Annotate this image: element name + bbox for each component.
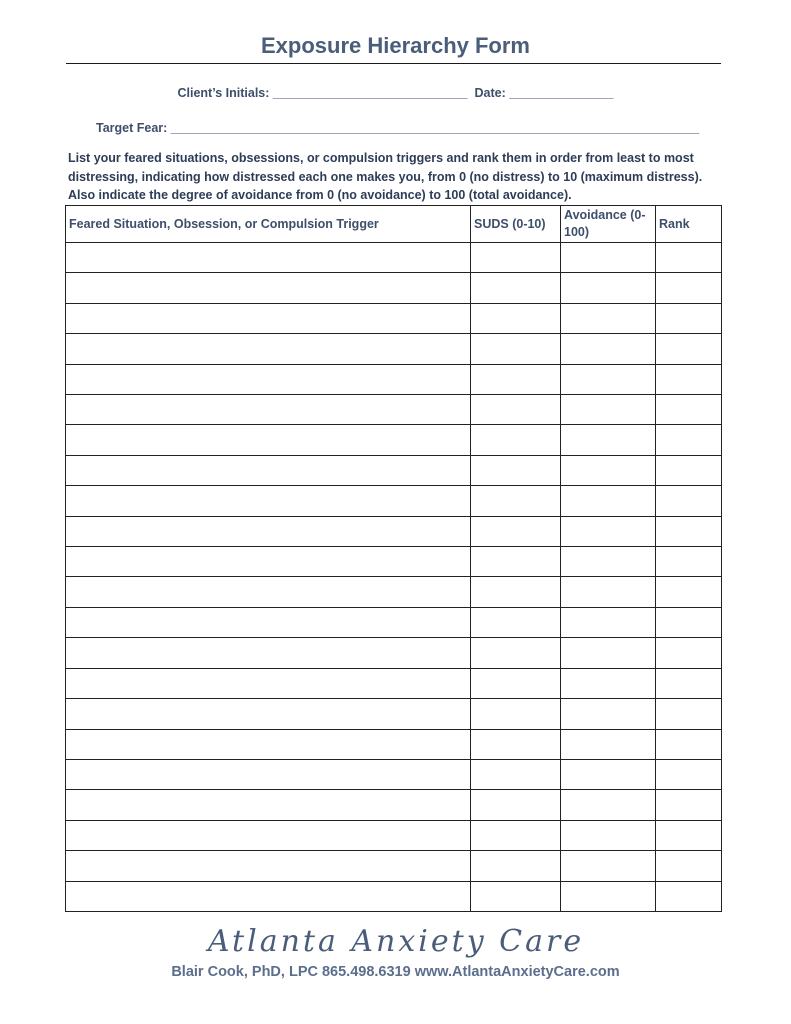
trigger-cell[interactable] — [66, 668, 471, 698]
trigger-cell[interactable] — [66, 455, 471, 485]
trigger-cell[interactable] — [66, 851, 471, 881]
suds-cell[interactable] — [471, 638, 561, 668]
table-row — [66, 638, 722, 668]
rank-cell[interactable] — [656, 273, 722, 303]
client-initials-date-field[interactable]: Client’s Initials: ____________________________ Date: _______________ — [177, 86, 614, 100]
rank-cell[interactable] — [656, 759, 722, 789]
rank-cell[interactable] — [656, 638, 722, 668]
column-header-avoidance: Avoidance (0-100) — [561, 206, 656, 243]
table-row — [66, 820, 722, 850]
rank-cell[interactable] — [656, 303, 722, 333]
trigger-cell[interactable] — [66, 729, 471, 759]
avoidance-cell[interactable] — [561, 243, 656, 273]
rank-cell[interactable] — [656, 851, 722, 881]
table-row — [66, 273, 722, 303]
column-header-rank: Rank — [656, 206, 722, 243]
suds-cell[interactable] — [471, 881, 561, 911]
trigger-cell[interactable] — [66, 364, 471, 394]
avoidance-cell[interactable] — [561, 486, 656, 516]
table-header-row — [66, 206, 722, 243]
instructions-text: List your feared situations, obsessions, or compulsion triggers and rank them in order from least to most distressing, indicating how distressed each one makes you, from 0 (no distress) to 10 (maximum distress). Also indicate the degree of avoidance from 0 (no avoidance) to 100 (total avoidance). — [68, 151, 703, 202]
trigger-cell[interactable] — [66, 607, 471, 637]
suds-cell[interactable] — [471, 516, 561, 546]
suds-cell[interactable] — [471, 851, 561, 881]
rank-cell[interactable] — [656, 516, 722, 546]
table-row — [66, 486, 722, 516]
rank-cell[interactable] — [656, 577, 722, 607]
column-header-trigger: Feared Situation, Obsession, or Compulsion Trigger — [66, 206, 471, 243]
suds-cell[interactable] — [471, 243, 561, 273]
avoidance-cell[interactable] — [561, 820, 656, 850]
table-row — [66, 516, 722, 546]
table-row — [66, 851, 722, 881]
suds-cell[interactable] — [471, 547, 561, 577]
table-row — [66, 577, 722, 607]
suds-cell[interactable] — [471, 334, 561, 364]
table-row — [66, 668, 722, 698]
trigger-cell[interactable] — [66, 425, 471, 455]
atlanta-anxiety-care-logo — [0, 915, 791, 970]
footer-contact: Blair Cook, PhD, LPC 865.498.6319 www.AtlantaAnxietyCare.com — [171, 964, 620, 980]
avoidance-cell[interactable] — [561, 516, 656, 546]
suds-cell[interactable] — [471, 395, 561, 425]
target-fear-field[interactable]: Target Fear: ____________________________________________________________________________ — [96, 121, 700, 135]
trigger-cell[interactable] — [66, 395, 471, 425]
trigger-cell[interactable] — [66, 759, 471, 789]
suds-cell[interactable] — [471, 699, 561, 729]
rank-cell[interactable] — [656, 729, 722, 759]
hierarchy-table — [65, 205, 722, 912]
table-row — [66, 364, 722, 394]
table-row — [66, 243, 722, 273]
rank-cell[interactable] — [656, 243, 722, 273]
avoidance-cell[interactable] — [561, 790, 656, 820]
suds-cell[interactable] — [471, 759, 561, 789]
suds-cell[interactable] — [471, 273, 561, 303]
avoidance-cell[interactable] — [561, 455, 656, 485]
avoidance-cell[interactable] — [561, 334, 656, 364]
trigger-cell[interactable] — [66, 577, 471, 607]
trigger-cell[interactable] — [66, 243, 471, 273]
suds-cell[interactable] — [471, 790, 561, 820]
suds-cell[interactable] — [471, 455, 561, 485]
table-row — [66, 395, 722, 425]
rank-cell[interactable] — [656, 486, 722, 516]
svg-text:Atlanta Anxiety Care: Atlanta Anxiety Care — [207, 924, 584, 959]
suds-cell[interactable] — [471, 425, 561, 455]
rank-cell[interactable] — [656, 364, 722, 394]
trigger-cell[interactable] — [66, 516, 471, 546]
rank-cell[interactable] — [656, 455, 722, 485]
avoidance-cell[interactable] — [561, 759, 656, 789]
rank-cell[interactable] — [656, 425, 722, 455]
avoidance-cell[interactable] — [561, 668, 656, 698]
table-row — [66, 759, 722, 789]
trigger-cell[interactable] — [66, 790, 471, 820]
suds-cell[interactable] — [471, 486, 561, 516]
avoidance-cell[interactable] — [561, 364, 656, 394]
trigger-cell[interactable] — [66, 273, 471, 303]
avoidance-cell[interactable] — [561, 273, 656, 303]
trigger-cell[interactable] — [66, 334, 471, 364]
trigger-cell[interactable] — [66, 547, 471, 577]
table-row — [66, 699, 722, 729]
suds-cell[interactable] — [471, 729, 561, 759]
avoidance-cell[interactable] — [561, 881, 656, 911]
avoidance-cell[interactable] — [561, 638, 656, 668]
rank-cell[interactable] — [656, 790, 722, 820]
trigger-cell[interactable] — [66, 303, 471, 333]
rank-cell[interactable] — [656, 547, 722, 577]
table-row — [66, 547, 722, 577]
table-row — [66, 881, 722, 911]
rank-cell[interactable] — [656, 820, 722, 850]
table-row — [66, 425, 722, 455]
trigger-cell[interactable] — [66, 699, 471, 729]
rank-cell[interactable] — [656, 395, 722, 425]
rank-cell[interactable] — [656, 668, 722, 698]
rank-cell[interactable] — [656, 334, 722, 364]
avoidance-cell[interactable] — [561, 425, 656, 455]
avoidance-cell[interactable] — [561, 395, 656, 425]
trigger-cell[interactable] — [66, 638, 471, 668]
suds-cell[interactable] — [471, 668, 561, 698]
table-row — [66, 334, 722, 364]
form-title: Exposure Hierarchy Form — [261, 33, 530, 58]
suds-cell[interactable] — [471, 607, 561, 637]
title-divider — [66, 63, 721, 64]
avoidance-cell[interactable] — [561, 851, 656, 881]
suds-cell[interactable] — [471, 820, 561, 850]
trigger-cell[interactable] — [66, 486, 471, 516]
table-row — [66, 303, 722, 333]
avoidance-cell[interactable] — [561, 547, 656, 577]
rank-cell[interactable] — [656, 881, 722, 911]
column-header-suds: SUDS (0-10) — [471, 206, 561, 243]
table-row — [66, 729, 722, 759]
avoidance-cell[interactable] — [561, 607, 656, 637]
table-row — [66, 455, 722, 485]
trigger-cell[interactable] — [66, 881, 471, 911]
avoidance-cell[interactable] — [561, 729, 656, 759]
avoidance-cell[interactable] — [561, 303, 656, 333]
table-row — [66, 607, 722, 637]
rank-cell[interactable] — [656, 699, 722, 729]
avoidance-cell[interactable] — [561, 699, 656, 729]
avoidance-cell[interactable] — [561, 577, 656, 607]
suds-cell[interactable] — [471, 577, 561, 607]
table-row — [66, 790, 722, 820]
rank-cell[interactable] — [656, 607, 722, 637]
trigger-cell[interactable] — [66, 820, 471, 850]
suds-cell[interactable] — [471, 303, 561, 333]
suds-cell[interactable] — [471, 364, 561, 394]
